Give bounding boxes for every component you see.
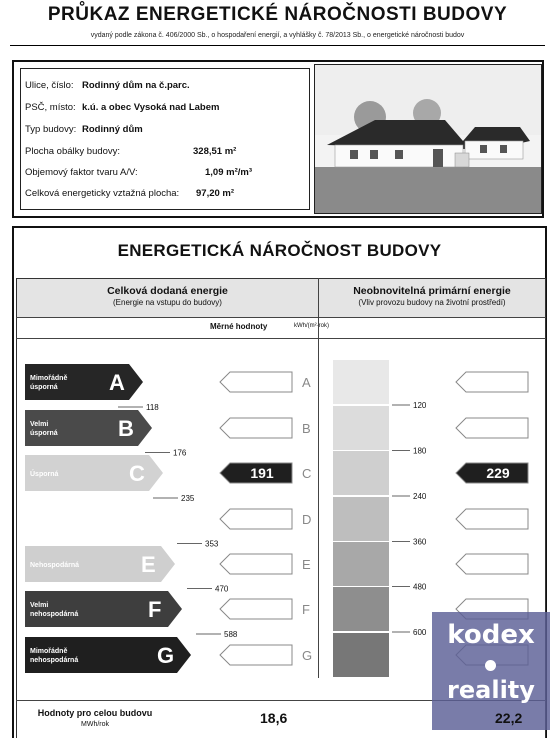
band-letter-b: B [118,416,134,441]
ref-area-value: 97,20 m² [196,188,235,199]
left-threshold-3: 353 [205,539,219,549]
specific-values-label: Měrné hodnoty [210,322,268,331]
pointer-left-b [220,418,292,438]
watermark-bottom-text: reality [447,676,535,704]
pointer-right-d [456,509,528,529]
class-letter-g: G [302,648,313,663]
right-threshold-4: 480 [413,582,427,592]
band-label2-a: úsporná [30,384,58,391]
band-a [25,364,143,400]
whole-building-label: Hodnoty pro celou budovu [37,708,153,718]
right-threshold-1: 180 [413,446,427,456]
primary-scale-block-e [333,542,389,586]
whole-building-unit: MWh/rok [81,721,109,728]
factor-value: 1,09 m²/m³ [205,167,252,178]
delivered-energy-value: 191 [250,465,274,481]
band-label-f: Velmi [30,602,49,609]
primary-energy-title: Neobnovitelná primární energie [353,285,511,297]
band-label2-g: nehospodárná [30,657,79,664]
band-label2-f: nehospodárná [30,611,79,618]
certificate-title: PRŮKAZ ENERGETICKÉ NÁROČNOSTI BUDOVY [47,4,508,25]
band-label-b: Velmi [30,421,49,428]
primary-energy-subtitle: (Vliv provozu budovy na životní prostředí) [358,298,506,307]
band-letter-c: C [129,461,145,486]
ref-area-label: Celková energeticky vztažná plocha: [25,188,180,199]
left-threshold-0: 118 [146,403,159,412]
energy-panel-title: ENERGETICKÁ NÁROČNOST BUDOVY [117,241,442,260]
band-label-a: Mimořádně [30,375,68,382]
delivered-energy-title: Celková dodaná energie [107,285,228,297]
type-label: Typ budovy: [25,124,77,135]
pointer-left-e [220,554,292,574]
psc-value: k.ú. a obec Vysoká nad Labem [82,102,220,113]
band-label-e: Nehospodárná [30,562,80,569]
whole-building-primary-value: 22,2 [495,710,523,726]
primary-energy-value: 229 [486,465,510,481]
band-label2-b: úsporná [30,430,58,437]
delivered-energy-subtitle: (Energie na vstupu do budovy) [113,298,222,307]
primary-scale-block-f [333,587,389,631]
psc-label: PSČ, místo: [25,102,76,113]
primary-scale-block-d [333,497,389,541]
pointer-right-e [456,554,528,574]
class-letter-f: F [302,602,310,617]
street-label: Ulice, číslo: [25,80,74,91]
area-label: Plocha obálky budovy: [25,146,121,157]
pointer-left-a [220,372,292,392]
pointer-left-g [220,645,292,665]
primary-scale-block-b [333,406,389,450]
left-threshold-1: 176 [173,448,187,458]
pointer-left-f [220,599,292,619]
pointer-left-d [220,509,292,529]
certificate-subtitle: vydaný podle zákona č. 406/2000 Sb., o hospodaření energií, a vyhlášky č. 78/2013 Sb., o energetické náročnosti budov [90,32,465,39]
right-threshold-2: 240 [413,492,427,501]
band-letter-a: A [109,370,125,395]
class-letter-b: B [302,421,311,436]
band-letter-g: G [157,643,175,668]
left-threshold-2: 235 [181,494,195,503]
specific-values-unit: kWh/(m²·rok) [294,323,329,329]
left-threshold-4: 470 [215,584,229,594]
type-value: Rodinný dům [82,124,143,135]
right-threshold-5: 600 [413,628,427,637]
band-label-g: Mimořádně [30,648,68,655]
band-letter-f: F [148,597,162,622]
class-letter-c: C [302,466,312,481]
pointer-right-b [456,418,528,438]
whole-building-delivered-value: 18,6 [260,710,288,726]
factor-label: Objemový faktor tvaru A/V: [25,167,138,178]
class-letter-d: D [302,512,312,527]
band-label-c: Úsporná [30,471,59,478]
primary-scale-block-c [333,451,389,495]
primary-scale-block-a [333,360,389,404]
watermark-top-text: kodex [447,620,535,650]
watermark-dot [485,660,496,671]
class-letter-a: A [302,375,311,390]
band-letter-e: E [141,552,156,577]
pointer-right-a [456,372,528,392]
area-value: 328,51 m² [193,146,237,157]
left-threshold-5: 588 [224,630,238,639]
right-threshold-3: 360 [413,537,427,547]
class-letter-e: E [302,557,311,572]
street-value: Rodinný dům na č.parc. [82,80,190,91]
primary-scale-block-g [333,633,389,677]
right-threshold-0: 120 [413,401,427,410]
